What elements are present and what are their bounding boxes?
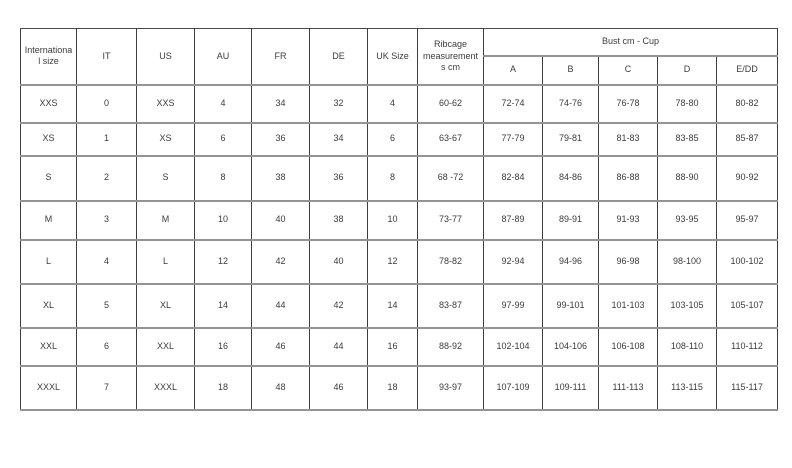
table-cell: 8 [368,156,418,201]
table-cell: 85-87 [717,123,778,156]
table-cell: 60-62 [418,85,484,123]
table-cell: 7 [77,366,137,410]
table-cell: 82-84 [484,156,543,201]
table-cell: 73-77 [418,201,484,240]
col-header-us: US [137,29,195,85]
table-cell: 97-99 [484,284,543,328]
table-cell: 6 [368,123,418,156]
table-cell: 46 [252,328,310,366]
table-row [21,240,778,284]
table-cell: 38 [310,201,368,240]
table-cell: 78-80 [658,85,717,123]
table-cell: 16 [368,328,418,366]
table-cell: 6 [77,328,137,366]
table-cell: 83-85 [658,123,717,156]
table-cell: 8 [195,156,252,201]
table-cell: 93-97 [418,366,484,410]
table-cell: L [137,240,195,284]
table-cell: 103-105 [658,284,717,328]
table-cell: 68 -72 [418,156,484,201]
table-cell: 83-87 [418,284,484,328]
size-table-body [21,85,778,410]
table-cell: 88-92 [418,328,484,366]
table-cell: 88-90 [658,156,717,201]
table-cell: 96-98 [599,240,658,284]
table-cell: 10 [368,201,418,240]
col-header-ribcage-measurements: Ribcage measurements cm [418,29,484,85]
table-cell: 101-103 [599,284,658,328]
table-cell: S [21,156,77,201]
table-cell: 91-93 [599,201,658,240]
table-row [21,328,778,366]
table-header [21,29,778,85]
table-cell: 6 [195,123,252,156]
col-header-cup-e-dd: E/DD [717,56,778,85]
table-cell: 100-102 [717,240,778,284]
table-cell: 74-76 [543,85,599,123]
col-header-international-size: International size [21,29,77,85]
table-cell: 0 [77,85,137,123]
table-cell: 107-109 [484,366,543,410]
table-cell: 36 [252,123,310,156]
table-cell: XS [21,123,77,156]
table-cell: XXS [21,85,77,123]
table-cell: 18 [368,366,418,410]
table-cell: L [21,240,77,284]
table-cell: 77-79 [484,123,543,156]
table-cell: 110-112 [717,328,778,366]
table-row [21,85,778,123]
table-cell: 46 [310,366,368,410]
table-cell: 4 [77,240,137,284]
table-cell: XS [137,123,195,156]
table-cell: 12 [368,240,418,284]
table-cell: 87-89 [484,201,543,240]
table-cell: XXL [137,328,195,366]
col-header-group-bust-cup: Bust cm - Cup [484,29,778,56]
table-cell: 1 [77,123,137,156]
table-cell: 113-115 [658,366,717,410]
table-cell: 16 [195,328,252,366]
table-cell: 94-96 [543,240,599,284]
table-cell: 10 [195,201,252,240]
table-cell: 18 [195,366,252,410]
table-row [21,156,778,201]
table-cell: 95-97 [717,201,778,240]
table-cell: 32 [310,85,368,123]
table-cell: 79-81 [543,123,599,156]
table-cell: XXXL [21,366,77,410]
table-cell: 44 [310,328,368,366]
table-cell: 115-117 [717,366,778,410]
col-header-cup-b: B [543,56,599,85]
table-cell: 104-106 [543,328,599,366]
table-cell: 111-113 [599,366,658,410]
table-cell: 84-86 [543,156,599,201]
size-conversion-table [20,28,778,411]
col-header-de: DE [310,29,368,85]
table-cell: 34 [252,85,310,123]
table-cell: 4 [195,85,252,123]
table-cell: 102-104 [484,328,543,366]
table-cell: 99-101 [543,284,599,328]
table-cell: 81-83 [599,123,658,156]
table-cell: 14 [195,284,252,328]
table-cell: 3 [77,201,137,240]
table-cell: 44 [252,284,310,328]
table-cell: 14 [368,284,418,328]
table-cell: XXL [21,328,77,366]
col-header-fr: FR [252,29,310,85]
col-header-cup-c: C [599,56,658,85]
table-cell: M [21,201,77,240]
table-cell: 12 [195,240,252,284]
table-cell: 42 [252,240,310,284]
table-cell: 90-92 [717,156,778,201]
table-cell: 72-74 [484,85,543,123]
table-cell: 36 [310,156,368,201]
table-cell: 86-88 [599,156,658,201]
table-cell: 38 [252,156,310,201]
col-header-cup-a: A [484,56,543,85]
table-row [21,123,778,156]
col-header-cup-d: D [658,56,717,85]
table-cell: 105-107 [717,284,778,328]
table-cell: 48 [252,366,310,410]
table-cell: 5 [77,284,137,328]
table-cell: 40 [252,201,310,240]
table-cell: XL [137,284,195,328]
table-cell: 76-78 [599,85,658,123]
table-cell: 98-100 [658,240,717,284]
table-cell: XXXL [137,366,195,410]
table-row [21,201,778,240]
table-cell: XXS [137,85,195,123]
col-header-au: AU [195,29,252,85]
table-cell: 109-111 [543,366,599,410]
table-cell: 40 [310,240,368,284]
table-cell: 106-108 [599,328,658,366]
table-cell: 78-82 [418,240,484,284]
table-cell: 93-95 [658,201,717,240]
header-group-row [21,29,778,56]
table-cell: 92-94 [484,240,543,284]
table-cell: M [137,201,195,240]
table-cell: 34 [310,123,368,156]
table-cell: 80-82 [717,85,778,123]
table-cell: 89-91 [543,201,599,240]
table-cell: S [137,156,195,201]
table-cell: 108-110 [658,328,717,366]
table-cell: XL [21,284,77,328]
table-cell: 4 [368,85,418,123]
table-cell: 63-67 [418,123,484,156]
col-header-uk-size: UK Size [368,29,418,85]
table-cell: 42 [310,284,368,328]
table-cell: 2 [77,156,137,201]
col-header-it: IT [77,29,137,85]
table-row [21,366,778,410]
table-row [21,284,778,328]
